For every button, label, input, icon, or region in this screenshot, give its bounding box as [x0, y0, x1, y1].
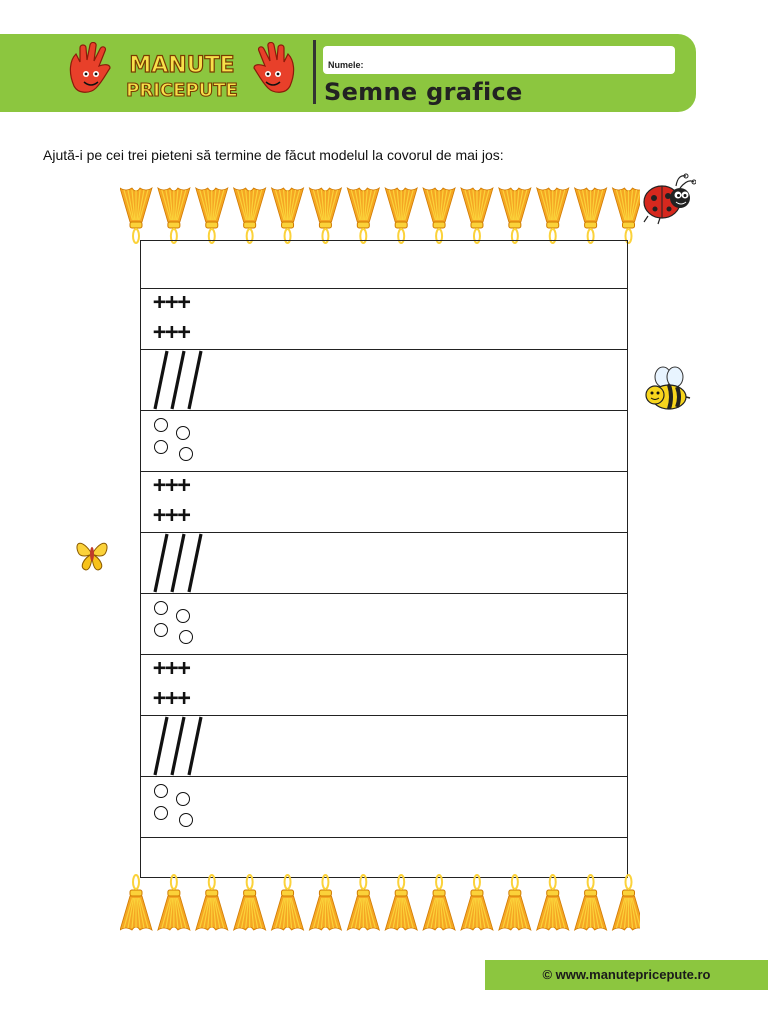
- tassel: [196, 188, 228, 243]
- plus-pattern: +++: [153, 686, 190, 711]
- tassel: [613, 875, 641, 930]
- tassel: [461, 188, 493, 243]
- carpet-row-divider: [141, 471, 627, 472]
- circle-mark: [180, 814, 193, 827]
- tassel: [537, 875, 569, 930]
- carpet-row-divider: [141, 532, 627, 533]
- carpet-row-divider: [141, 776, 627, 777]
- carpet-row-divider: [141, 715, 627, 716]
- circle-mark: [155, 602, 168, 615]
- footer-banner: [485, 960, 768, 990]
- circle-mark: [177, 427, 190, 440]
- tassel: [272, 188, 304, 243]
- tassel: [537, 188, 569, 243]
- logo-text-line1: MANUTE: [129, 53, 235, 78]
- instruction-text: Ajută-i pe cei trei pieteni să termine de făcut modelul la covorul de mai jos:: [43, 147, 504, 163]
- tassel: [196, 875, 228, 930]
- tassel: [158, 188, 190, 243]
- plus-pattern: +++: [153, 503, 190, 528]
- carpet-row-divider: [141, 410, 627, 411]
- circle-mark: [177, 610, 190, 623]
- slash-stroke: [155, 534, 167, 592]
- slash-stroke: [189, 534, 201, 592]
- plus-pattern: +++: [153, 656, 190, 681]
- tassel: [423, 188, 455, 243]
- slash-stroke: [172, 534, 184, 592]
- plus-pattern: +++: [153, 290, 190, 315]
- tassel: [461, 875, 493, 930]
- plus-pattern: +++: [153, 473, 190, 498]
- tassel: [234, 875, 266, 930]
- slash-stroke: [172, 717, 184, 775]
- logo-text-line2: PRICEPUTE: [126, 80, 238, 101]
- bee-icon: [643, 365, 691, 415]
- carpet-row-divider: [141, 349, 627, 350]
- carpet-row-divider: [141, 593, 627, 594]
- circle-mark: [155, 624, 168, 637]
- circle-mark: [155, 785, 168, 798]
- page-title: Semne grafice: [324, 78, 523, 106]
- slash-stroke: [189, 351, 201, 409]
- tassel: [423, 875, 455, 930]
- name-label: Numele:: [328, 60, 364, 70]
- circle-mark: [155, 807, 168, 820]
- carpet-row-divider: [141, 837, 627, 838]
- footer-website-link[interactable]: © www.manutepricepute.ro: [542, 967, 711, 982]
- tassel: [347, 188, 379, 243]
- carpet: [140, 240, 628, 878]
- circle-pattern: [153, 782, 198, 832]
- tassel: [120, 188, 152, 243]
- tassel: [309, 875, 341, 930]
- plus-pattern: +++: [153, 320, 190, 345]
- butterfly-icon: [74, 534, 110, 574]
- tassel: [309, 188, 341, 243]
- carpet-row-divider: [141, 654, 627, 655]
- tassel: [347, 875, 379, 930]
- slash-stroke: [172, 351, 184, 409]
- tassel: [158, 875, 190, 930]
- tassel: [385, 188, 417, 243]
- tassel: [575, 188, 607, 243]
- circle-pattern: [153, 599, 198, 649]
- carpet-fringe-top: [120, 186, 640, 246]
- slash-pattern: [153, 532, 213, 594]
- circle-mark: [180, 448, 193, 461]
- tassel: [272, 875, 304, 930]
- circle-pattern: [153, 416, 198, 466]
- tassel: [575, 875, 607, 930]
- circle-mark: [155, 441, 168, 454]
- carpet-row-divider: [141, 288, 627, 289]
- ladybug-icon: [640, 168, 696, 226]
- circle-mark: [155, 419, 168, 432]
- slash-stroke: [189, 717, 201, 775]
- circle-mark: [177, 793, 190, 806]
- tassel: [613, 188, 641, 243]
- hand-icon: [70, 42, 110, 92]
- slash-stroke: [155, 717, 167, 775]
- slash-pattern: [153, 349, 213, 411]
- site-logo: [66, 42, 298, 104]
- tassel: [499, 875, 531, 930]
- tassel: [499, 188, 531, 243]
- tassel: [385, 875, 417, 930]
- name-field[interactable]: [323, 46, 675, 74]
- circle-mark: [180, 631, 193, 644]
- header-divider: [313, 40, 316, 104]
- slash-stroke: [155, 351, 167, 409]
- tassel: [234, 188, 266, 243]
- carpet-fringe-bottom: [120, 872, 640, 932]
- slash-pattern: [153, 715, 213, 777]
- tassel: [120, 875, 152, 930]
